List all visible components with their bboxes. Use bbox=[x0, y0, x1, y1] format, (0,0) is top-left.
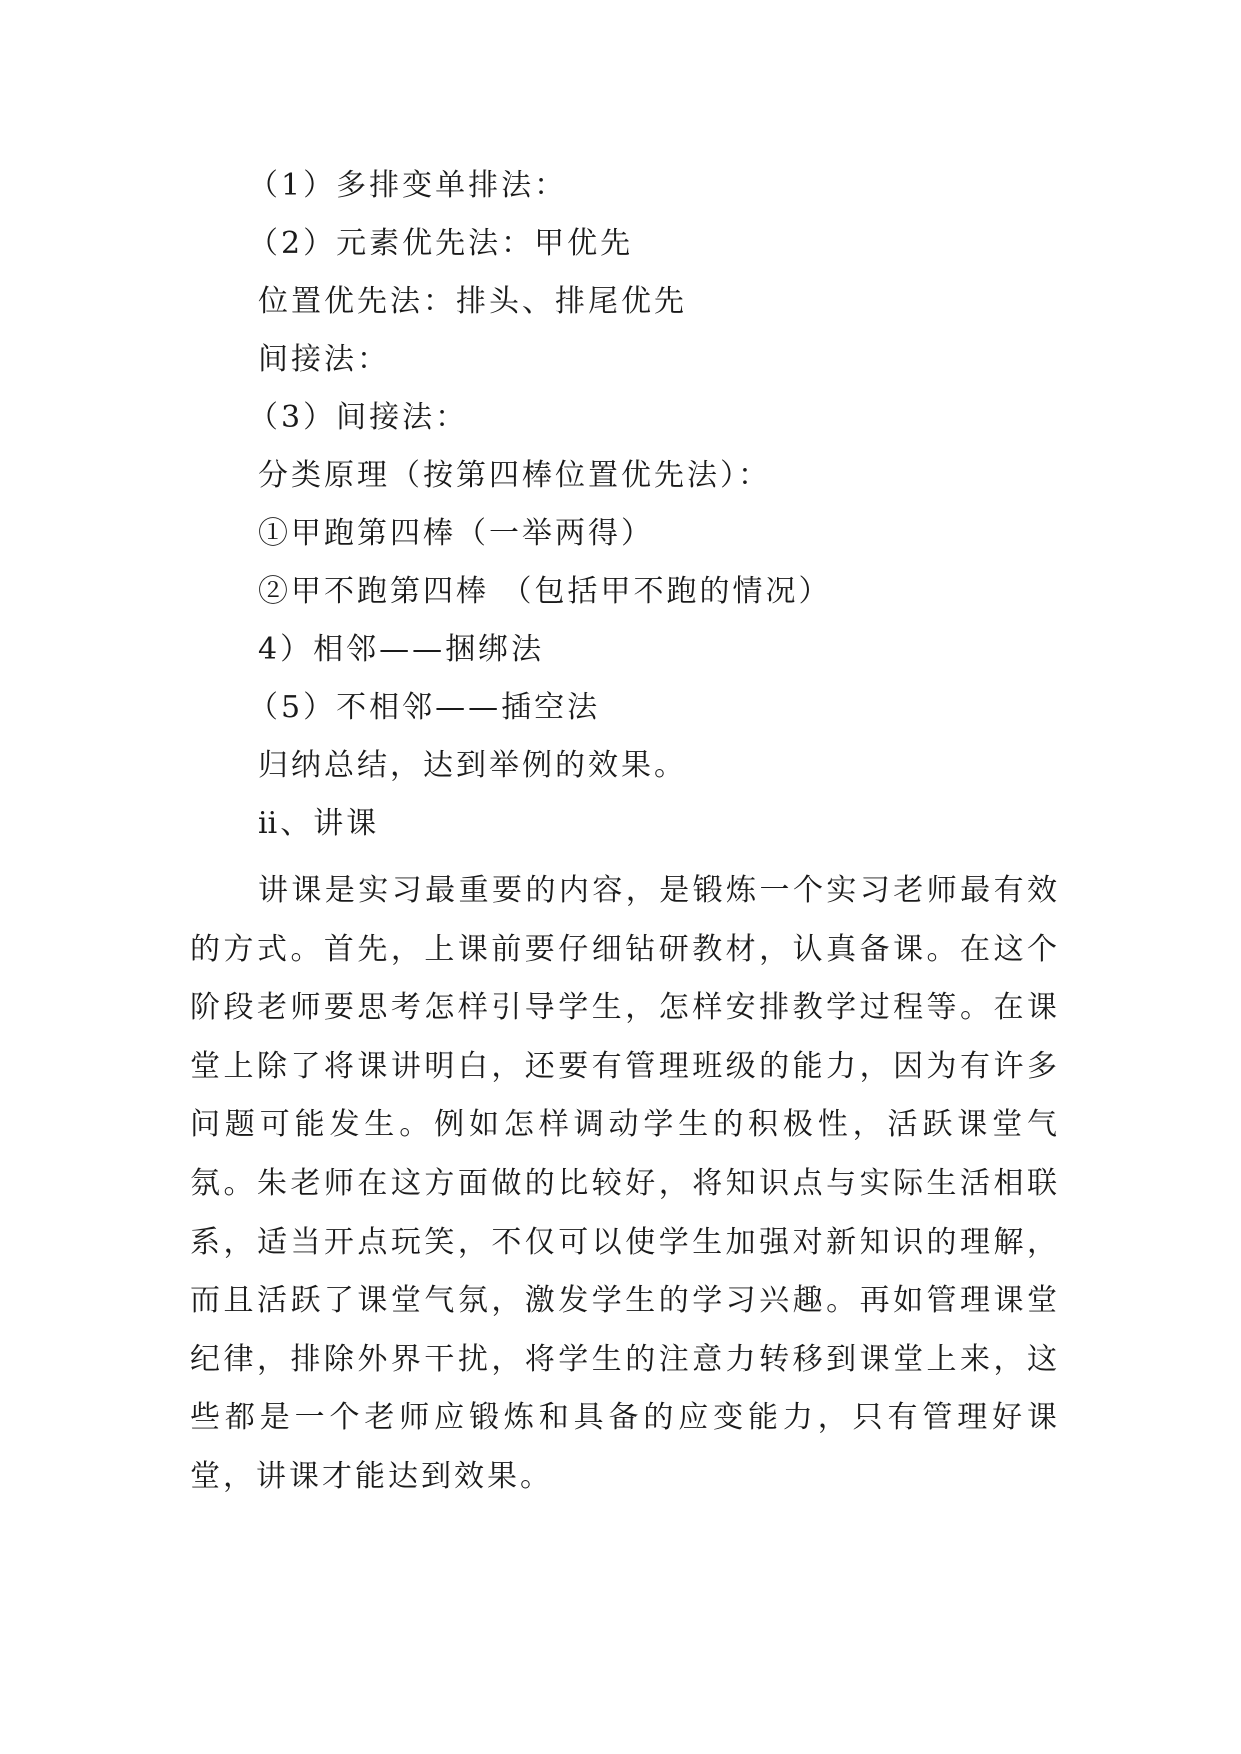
lecture-paragraph: 讲课是实习最重要的内容，是锻炼一个实习老师最有效的方式。首先，上课前要仔细钻研教材，认真备课。在这个阶段老师要思考怎样引导学生，怎样安排教学过程等。在课堂上除了将课讲明白，还要有管理班级的能力，因为有许多问题可能发生。例如怎样调动学生的积极性，活跃课堂气氛。朱老师在这方面做的比较好，将知识点与实际生活相联系，适当开点玩笑，不仅可以使学生加强对新知识的理解，而且活跃了课堂气氛，激发学生的学习兴趣。再如管理课堂纪律，排除外界干扰，将学生的注意力转移到课堂上来，这些都是一个老师应锻炼和具备的应变能力，只有管理好课堂，讲课才能达到效果。 bbox=[190, 873, 1060, 1494]
case-1-line: ①甲跑第四棒（一举两得） bbox=[258, 516, 654, 551]
method-1-line: （1）多排变单排法： bbox=[248, 168, 568, 203]
method-3-line: （3）间接法： bbox=[248, 400, 469, 435]
summary-line: 归纳总结，达到举例的效果。 bbox=[258, 748, 687, 783]
case-2-line: ②甲不跑第四棒 （包括甲不跑的情况） bbox=[258, 574, 832, 609]
indirect-method-line: 间接法： bbox=[258, 342, 390, 377]
classification-line: 分类原理（按第四棒位置优先法）： bbox=[258, 458, 771, 493]
position-priority-line: 位置优先法：排头、排尾优先 bbox=[258, 284, 687, 319]
method-5-line: （5）不相邻——插空法 bbox=[248, 690, 601, 725]
section-heading: ⅱ、讲课 bbox=[258, 806, 380, 841]
method-4-line: 4）相邻——捆绑法 bbox=[258, 632, 545, 667]
method-2-line: （2）元素优先法：甲优先 bbox=[248, 226, 634, 261]
